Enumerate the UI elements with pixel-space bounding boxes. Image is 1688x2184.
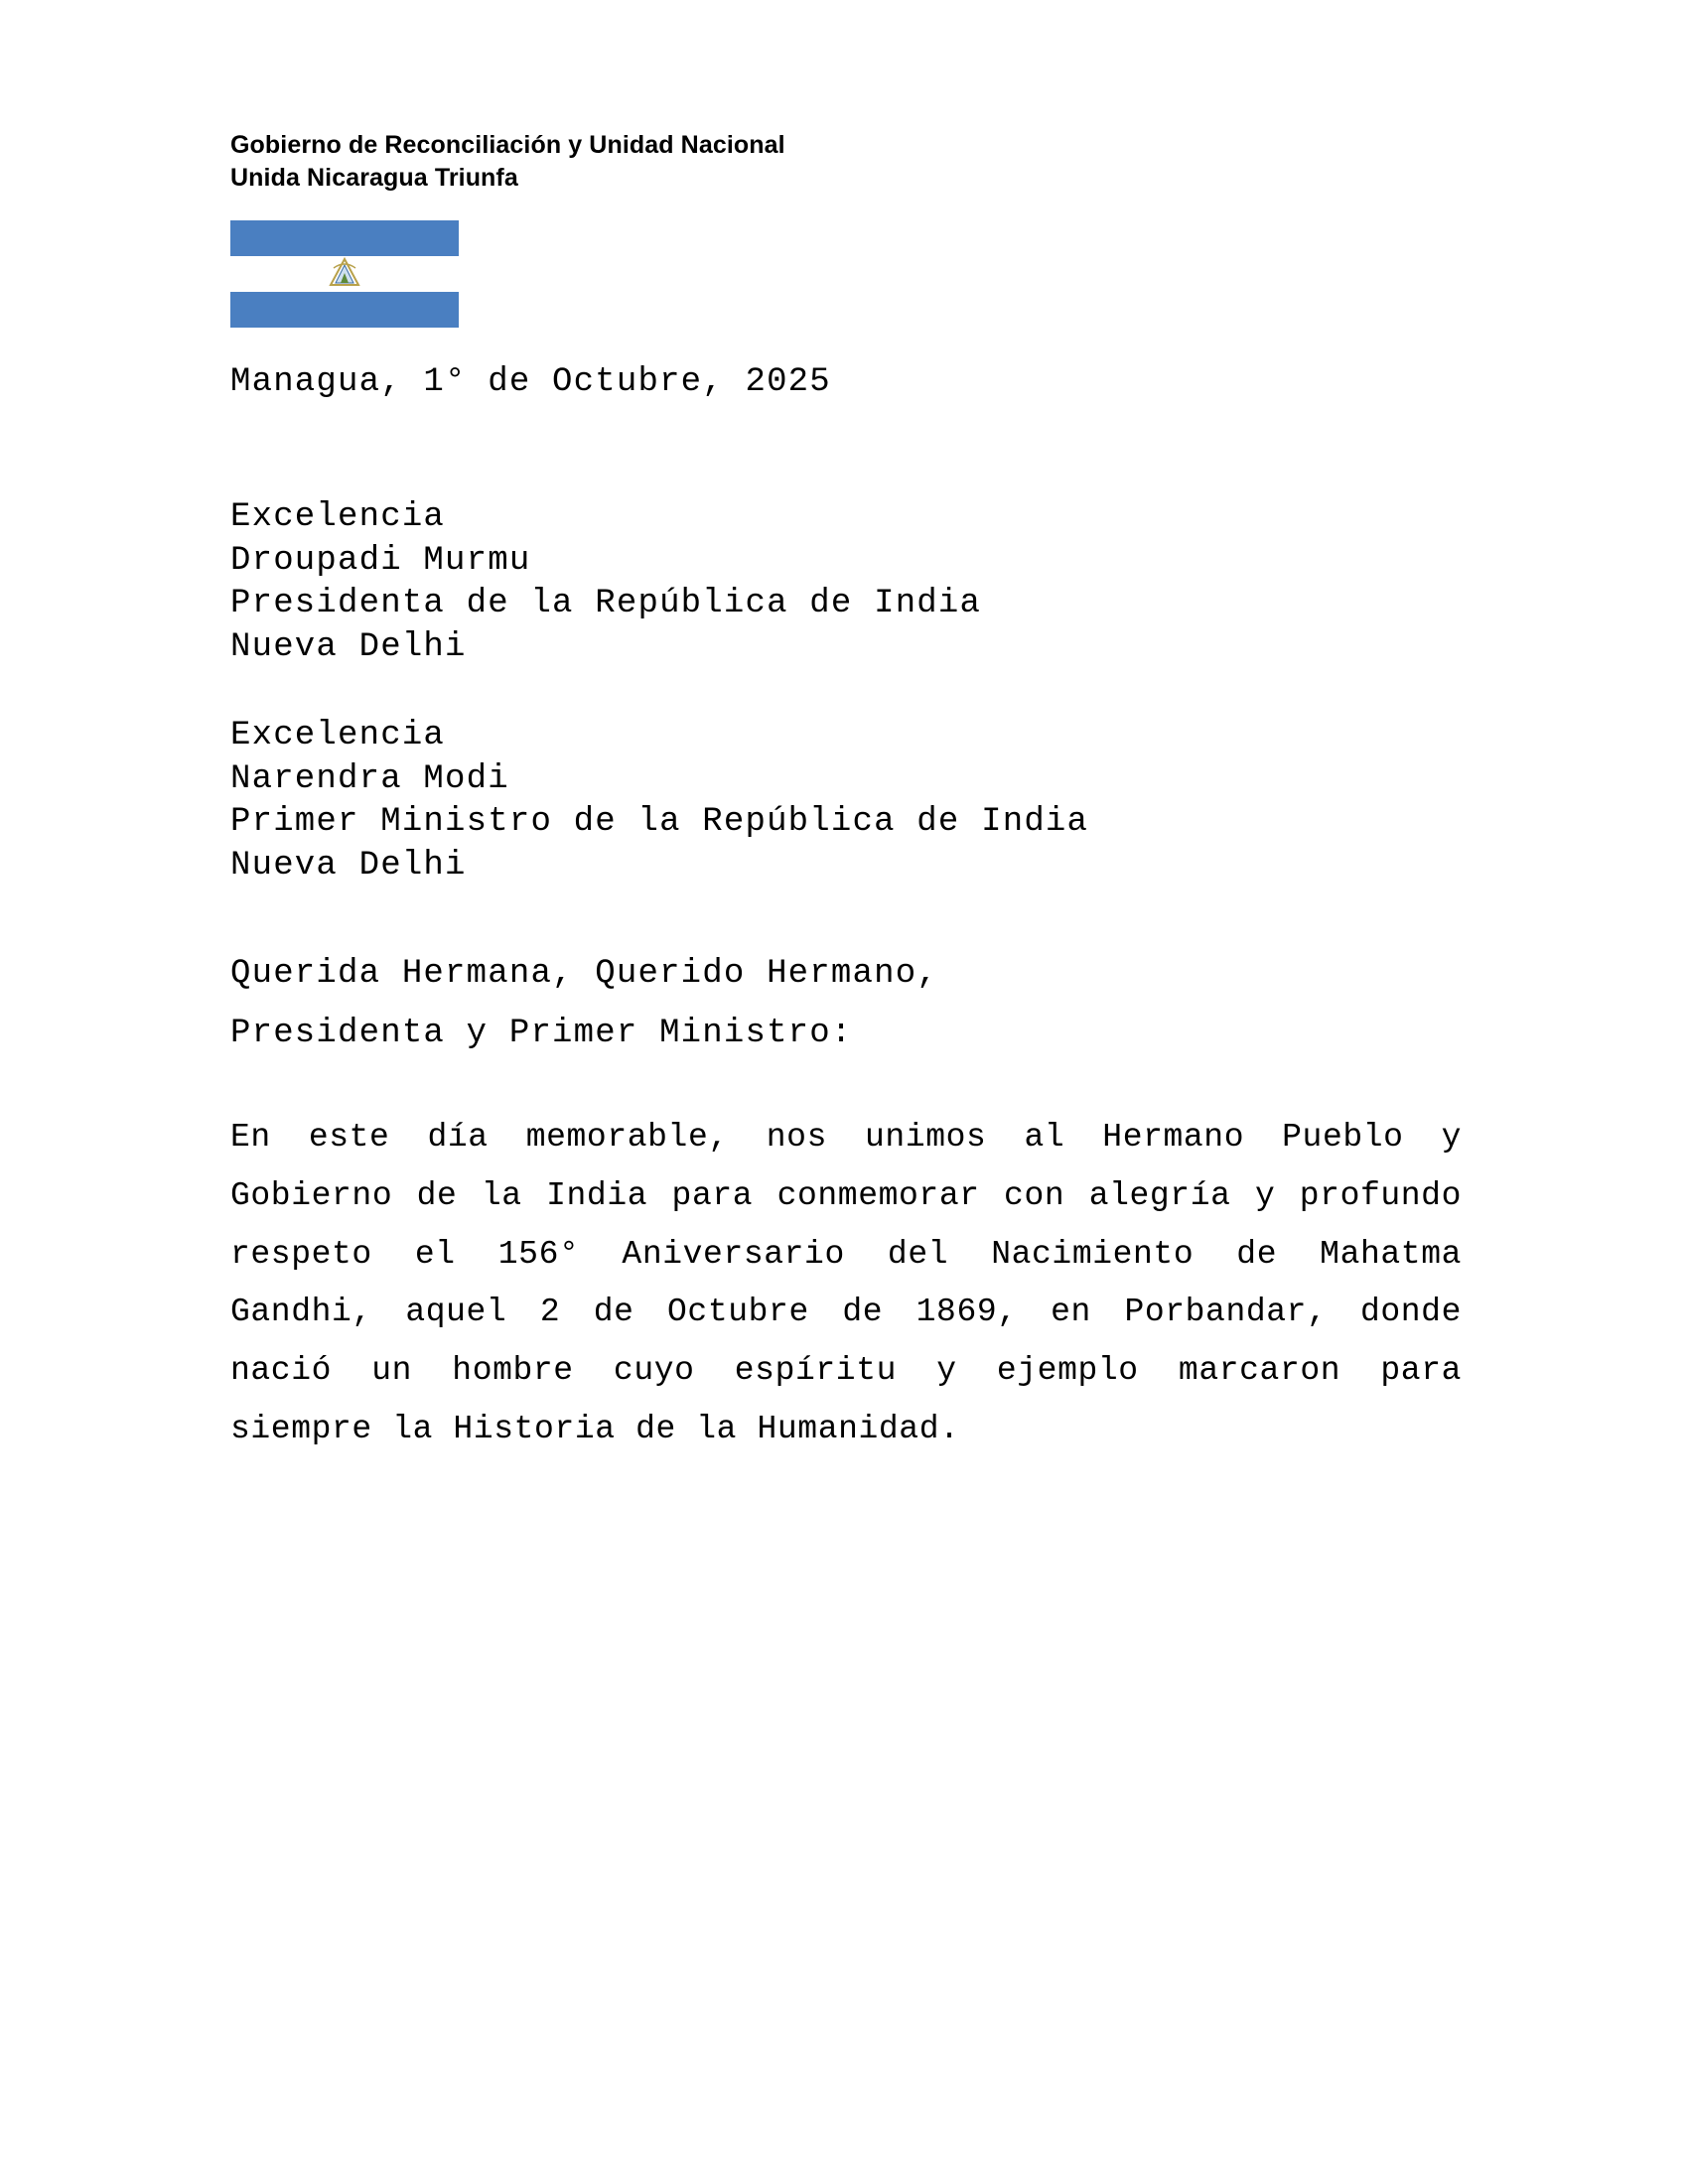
recipient-1-title: Excelencia: [230, 498, 446, 536]
spacer: [230, 409, 1475, 496]
salutation-line-2: Presidenta y Primer Ministro:: [230, 1014, 853, 1052]
letterhead: [230, 129, 1475, 195]
salutation: [230, 945, 1475, 1063]
spacer: [230, 887, 1475, 945]
recipient-2-title: Excelencia: [230, 717, 446, 755]
recipient-block-1: [230, 496, 1475, 669]
recipient-2-position: Primer Ministro de la República de India: [230, 803, 1089, 842]
recipient-2-city: Nueva Delhi: [230, 846, 467, 885]
letter-body: [230, 363, 1475, 1459]
recipient-2-name: Narendra Modi: [230, 759, 509, 798]
salutation-line-1: Querida Hermana, Querido Hermano,: [230, 955, 938, 994]
paragraph-1: En este día memorable, nos unimos al Hermano Pueblo y Gobierno de la India para conmemorar con alegría y profundo respeto el 156° Aniversario del Nacimiento de Mahatma Gandhi, aquel 2 de Octubre de 1869, en Porbandar, donde nació un hombre cuyo espíritu y ejemplo marcaron para siempre la Historia de la Humanidad.: [230, 1119, 1462, 1447]
flag-stripe-top: [230, 220, 459, 256]
flag-stripe-bottom: [230, 292, 459, 328]
recipient-1-city: Nueva Delhi: [230, 627, 467, 666]
spacer: [230, 1063, 1475, 1109]
letterhead-line-2: Unida Nicaragua Triunfa: [230, 164, 518, 192]
letterhead-line-1: Gobierno de Reconciliación y Unidad Nacional: [230, 131, 785, 159]
recipient-block-2: [230, 715, 1475, 887]
recipient-1-name: Droupadi Murmu: [230, 541, 531, 580]
nicaragua-flag-icon: [230, 220, 459, 328]
date-line: Managua, 1° de Octubre, 2025: [230, 363, 831, 401]
recipient-1-position: Presidenta de la República de India: [230, 585, 982, 623]
spacer: [230, 669, 1475, 715]
nicaragua-coat-of-arms-icon: [328, 256, 361, 292]
